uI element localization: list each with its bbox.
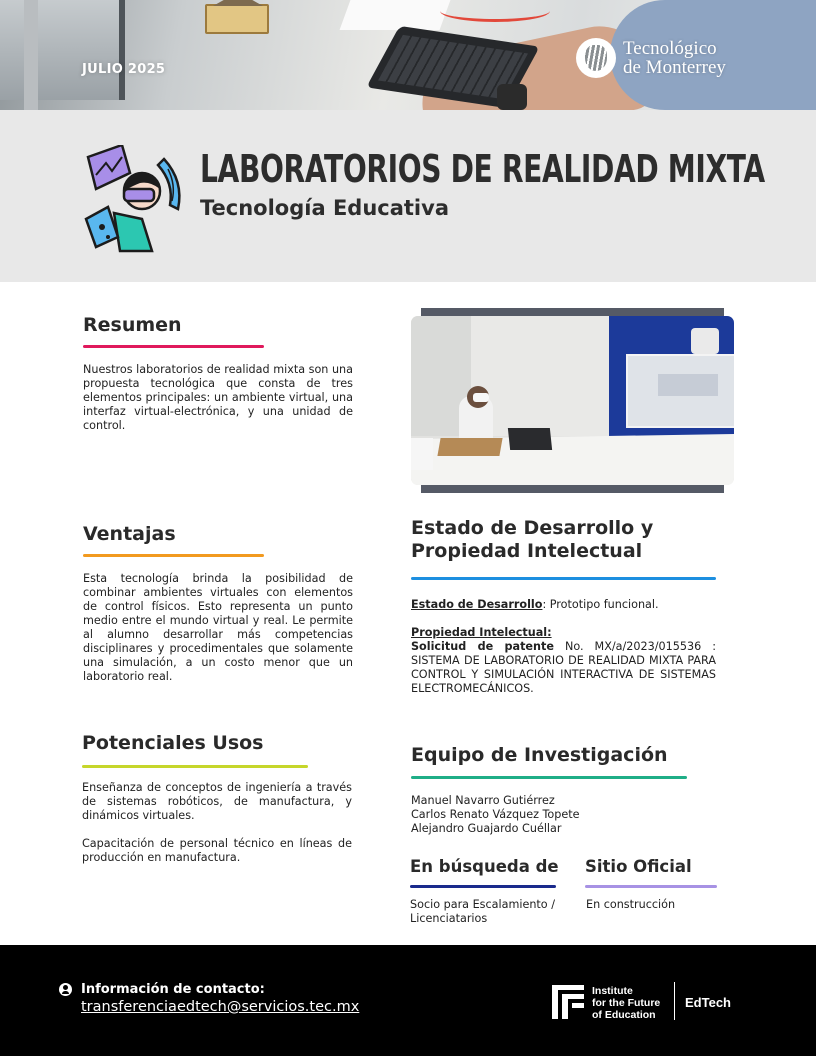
sitio-heading: Sitio Oficial (585, 857, 692, 876)
lab-photo-projection (626, 354, 734, 428)
tec-logo-line1: Tecnológico (623, 38, 717, 59)
ventajas-text: Esta tecnología brinda la posibilidad de combinar ambientes virtuales con elementos de control físicos. Esto representa un punto medio entre el mundo virtual y real. Le permite al alumno desarrollar más competencias disciplinares y procedimentales que solamente una simulación, a un costo menor que un laboratorio real. (83, 572, 353, 683)
page-title: LABORATORIOS DE REALIDAD MIXTA (200, 147, 765, 191)
busqueda-underline (410, 885, 556, 888)
lab-photo-control-box (437, 438, 502, 456)
iff-logo-text (592, 985, 660, 1021)
usos-heading: Potenciales Usos (82, 732, 264, 754)
lab-photo-laptop (508, 428, 552, 450)
tec-emblem-icon (576, 38, 616, 78)
iff-line-2: for the Future (592, 997, 661, 1009)
usos-paragraph-1: Enseñanza de conceptos de ingeniería a través de sistemas robóticos, de manufactura, y dinámicos virtuales. (82, 781, 352, 822)
usos-paragraph-2: Capacitación de personal técnico en líneas de producción en manufactura. (82, 837, 352, 864)
equipo-member: Carlos Renato Vázquez Topete (411, 808, 580, 821)
user-circle-icon (59, 983, 72, 996)
usos-underline (82, 765, 308, 768)
equipo-underline (411, 776, 687, 779)
contact-label: Información de contacto: (81, 982, 265, 997)
equipo-heading: Equipo de Investigación (411, 744, 668, 766)
propiedad-intelectual (411, 626, 716, 696)
busqueda-heading: En búsqueda de (410, 857, 559, 876)
publication-date: JULIO 2025 (82, 62, 166, 77)
solicitud-label: Solicitud de patente (411, 640, 554, 653)
edtech-label: EdTech (685, 995, 731, 1010)
hero-monitor-stand (24, 0, 38, 110)
tec-logo (576, 38, 726, 78)
estado-desarrollo-value: : Prototipo funcional. (542, 598, 659, 611)
vr-student-illustration (84, 145, 190, 253)
resumen-text: Nuestros laboratorios de realidad mixta son una propuesta tecnológica que consta de tres elementos principales: un ambiente virtual, una interfaz virtual-electrónica, y una unidad de control. (83, 363, 353, 432)
solicitud-value: No. MX/a/2023/015536 : SISTEMA DE LABORATORIO DE REALIDAD MIXTA PARA CONTROL Y SIMULACIÓN INTERACTIVA DE SISTEMAS ELECTROMECÁNICOS. (411, 640, 716, 695)
lab-photo-projector (691, 328, 719, 354)
estado-desarrollo (411, 598, 716, 612)
lab-photo (411, 316, 734, 485)
propiedad-intelectual-label: Propiedad Intelectual: (411, 626, 552, 639)
contact-email-link[interactable]: transferenciaedtech@servicios.tec.mx (81, 999, 360, 1015)
estado-underline (411, 577, 716, 580)
iff-line-3: of Education (592, 1009, 656, 1021)
iff-logo-icon (552, 985, 584, 1019)
equipo-member: Alejandro Guajardo Cuéllar (411, 822, 562, 835)
ventajas-underline (83, 554, 264, 557)
hero-house-model (205, 4, 269, 34)
footer-divider (674, 982, 675, 1020)
iff-line-1: Institute (592, 985, 633, 997)
sitio-underline (585, 885, 717, 888)
solicitud-patente (411, 640, 716, 696)
resumen-underline (83, 345, 264, 348)
hero-cable (440, 0, 550, 22)
resumen-heading: Resumen (83, 314, 182, 336)
equipo-list (411, 794, 701, 836)
page-subtitle: Tecnología Educativa (200, 196, 449, 220)
busqueda-text: Socio para Escalamiento / Licenciatarios (410, 898, 555, 925)
ventajas-heading: Ventajas (83, 523, 176, 545)
equipo-member: Manuel Navarro Gutiérrez (411, 794, 555, 807)
lab-photo-stand (411, 438, 433, 470)
hero-watch (497, 84, 527, 110)
tec-logo-text (623, 39, 726, 77)
sitio-text: En construcción (586, 898, 676, 911)
estado-desarrollo-label: Estado de Desarrollo (411, 598, 543, 611)
hero-paper (340, 0, 451, 30)
hero-monitor (0, 0, 125, 100)
lab-photo-headset (473, 393, 489, 402)
tec-logo-line2: de Monterrey (623, 57, 726, 78)
estado-heading: Estado de Desarrollo y Propiedad Intelectual (411, 517, 654, 563)
